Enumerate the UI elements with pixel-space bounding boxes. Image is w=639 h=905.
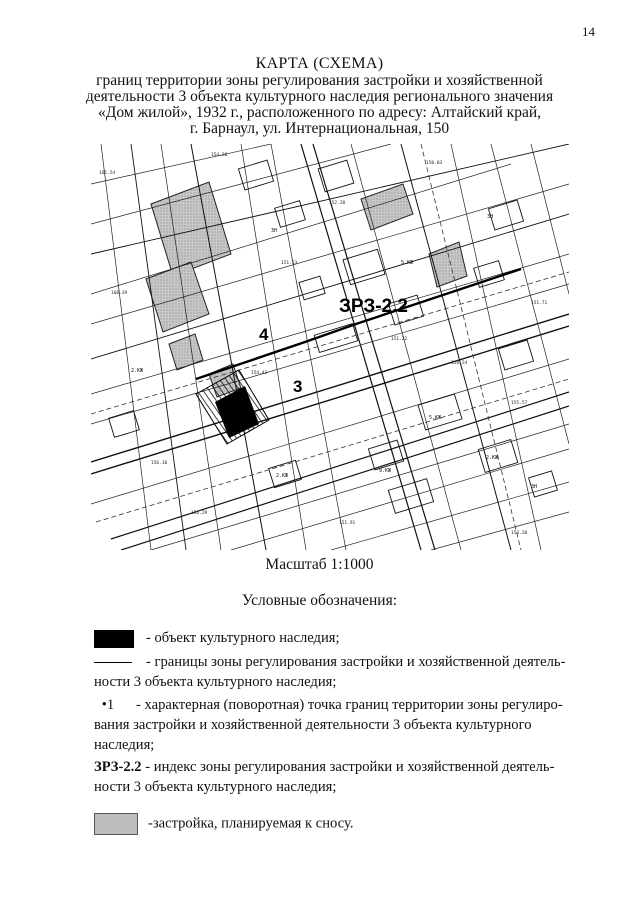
house-label: 2.КЖ bbox=[276, 473, 289, 479]
house-label: 5.КЖ bbox=[429, 415, 442, 421]
title-line-3: деятельности 3 объекта культурного наследия регионального значения bbox=[85, 88, 554, 105]
legend-item-boundary bbox=[94, 652, 598, 692]
title-line-5: г. Барнаул, ул. Интернациональная, 150 bbox=[189, 120, 450, 137]
elevation-label: 151.91 bbox=[339, 521, 356, 526]
elevation-label: 153.20 bbox=[511, 531, 528, 536]
legend-item-point bbox=[94, 695, 598, 755]
legend-item-heritage-text: - объект культурного наследия; bbox=[146, 630, 340, 646]
legend-item-point-text-c: наследия; bbox=[94, 737, 155, 753]
legend-title: Условные обозначения: bbox=[241, 592, 398, 609]
boundary-line-swatch bbox=[94, 662, 132, 663]
elevation-label: 151.53 bbox=[281, 261, 298, 266]
zone-label: ЗРЗ-2.2 bbox=[339, 296, 408, 317]
page-number: 14 bbox=[582, 24, 595, 39]
house-label: 3Н bbox=[271, 228, 278, 234]
elevation-label: 160.39 bbox=[111, 291, 128, 296]
legend-item-zone-text-b: ности 3 объекта культурного наследия; bbox=[94, 779, 337, 795]
house-label: 3Н bbox=[531, 484, 538, 490]
title-line-2: границ территории зоны регулирования застройки и хозяйственной bbox=[96, 72, 543, 89]
elevation-label: 158.24 bbox=[451, 361, 468, 366]
elevation-label: 156.29 bbox=[191, 511, 208, 516]
heritage-swatch bbox=[94, 630, 134, 648]
legend bbox=[94, 622, 598, 835]
house-label: 2.КЖ bbox=[486, 455, 499, 461]
legend-item-heritage bbox=[94, 628, 598, 648]
elevation-label: 151.71 bbox=[531, 301, 548, 306]
title-line-1: КАРТА (СХЕМА) bbox=[255, 55, 384, 72]
map-drawing bbox=[91, 144, 569, 550]
document-title bbox=[60, 56, 579, 137]
point-marker-symbol: •1 bbox=[101, 697, 115, 713]
elevation-label: 155.57 bbox=[511, 401, 528, 406]
legend-item-demolition-text: -застройка, планируемая к сносу. bbox=[148, 815, 354, 832]
house-label: 3Н bbox=[487, 214, 494, 220]
title-line-4: «Дом жилой», 1932 г., расположенного по адресу: Алтайский край, bbox=[98, 104, 541, 121]
cadastral-map bbox=[91, 144, 569, 550]
legend-item-point-text-a: - характерная (поворотная) точка границ территории зоны регулиро- bbox=[136, 697, 563, 713]
legend-item-demolition bbox=[94, 813, 598, 835]
boundary-point-4: 4 bbox=[259, 325, 269, 344]
zone-index-code: ЗРЗ-2.2 bbox=[94, 759, 142, 775]
elevation-label: 150.83 bbox=[426, 161, 443, 166]
house-label: 2.КЖ bbox=[131, 368, 144, 374]
elevation-label: 152.28 bbox=[329, 201, 346, 206]
elevation-label: 156.10 bbox=[151, 461, 168, 466]
map-scale: Масштаб 1:1000 bbox=[265, 556, 374, 573]
house-label: 5.КЖ bbox=[401, 260, 414, 266]
house-label: 9.КЖ bbox=[379, 468, 392, 474]
elevation-label: 154.28 bbox=[211, 153, 228, 158]
boundary-point-3: 3 bbox=[293, 377, 303, 396]
demolition-swatch bbox=[94, 813, 138, 835]
elevation-label: 151.22 bbox=[391, 337, 408, 342]
legend-item-boundary-text-a: - границы зоны регулирования застройки и хозяйственной деятель- bbox=[146, 654, 566, 670]
elevation-label: 154.42 bbox=[251, 371, 268, 376]
legend-item-zone-text-a: - индекс зоны регулирования застройки и хозяйственной деятель- bbox=[141, 759, 555, 775]
legend-item-point-text-b: вания застройки и хозяйственной деятельности 3 объекта культурного bbox=[94, 717, 532, 733]
legend-item-zone-index bbox=[94, 757, 598, 797]
elevation-label: 161.54 bbox=[99, 171, 116, 176]
legend-item-boundary-text-b: ности 3 объекта культурного наследия; bbox=[94, 674, 337, 690]
